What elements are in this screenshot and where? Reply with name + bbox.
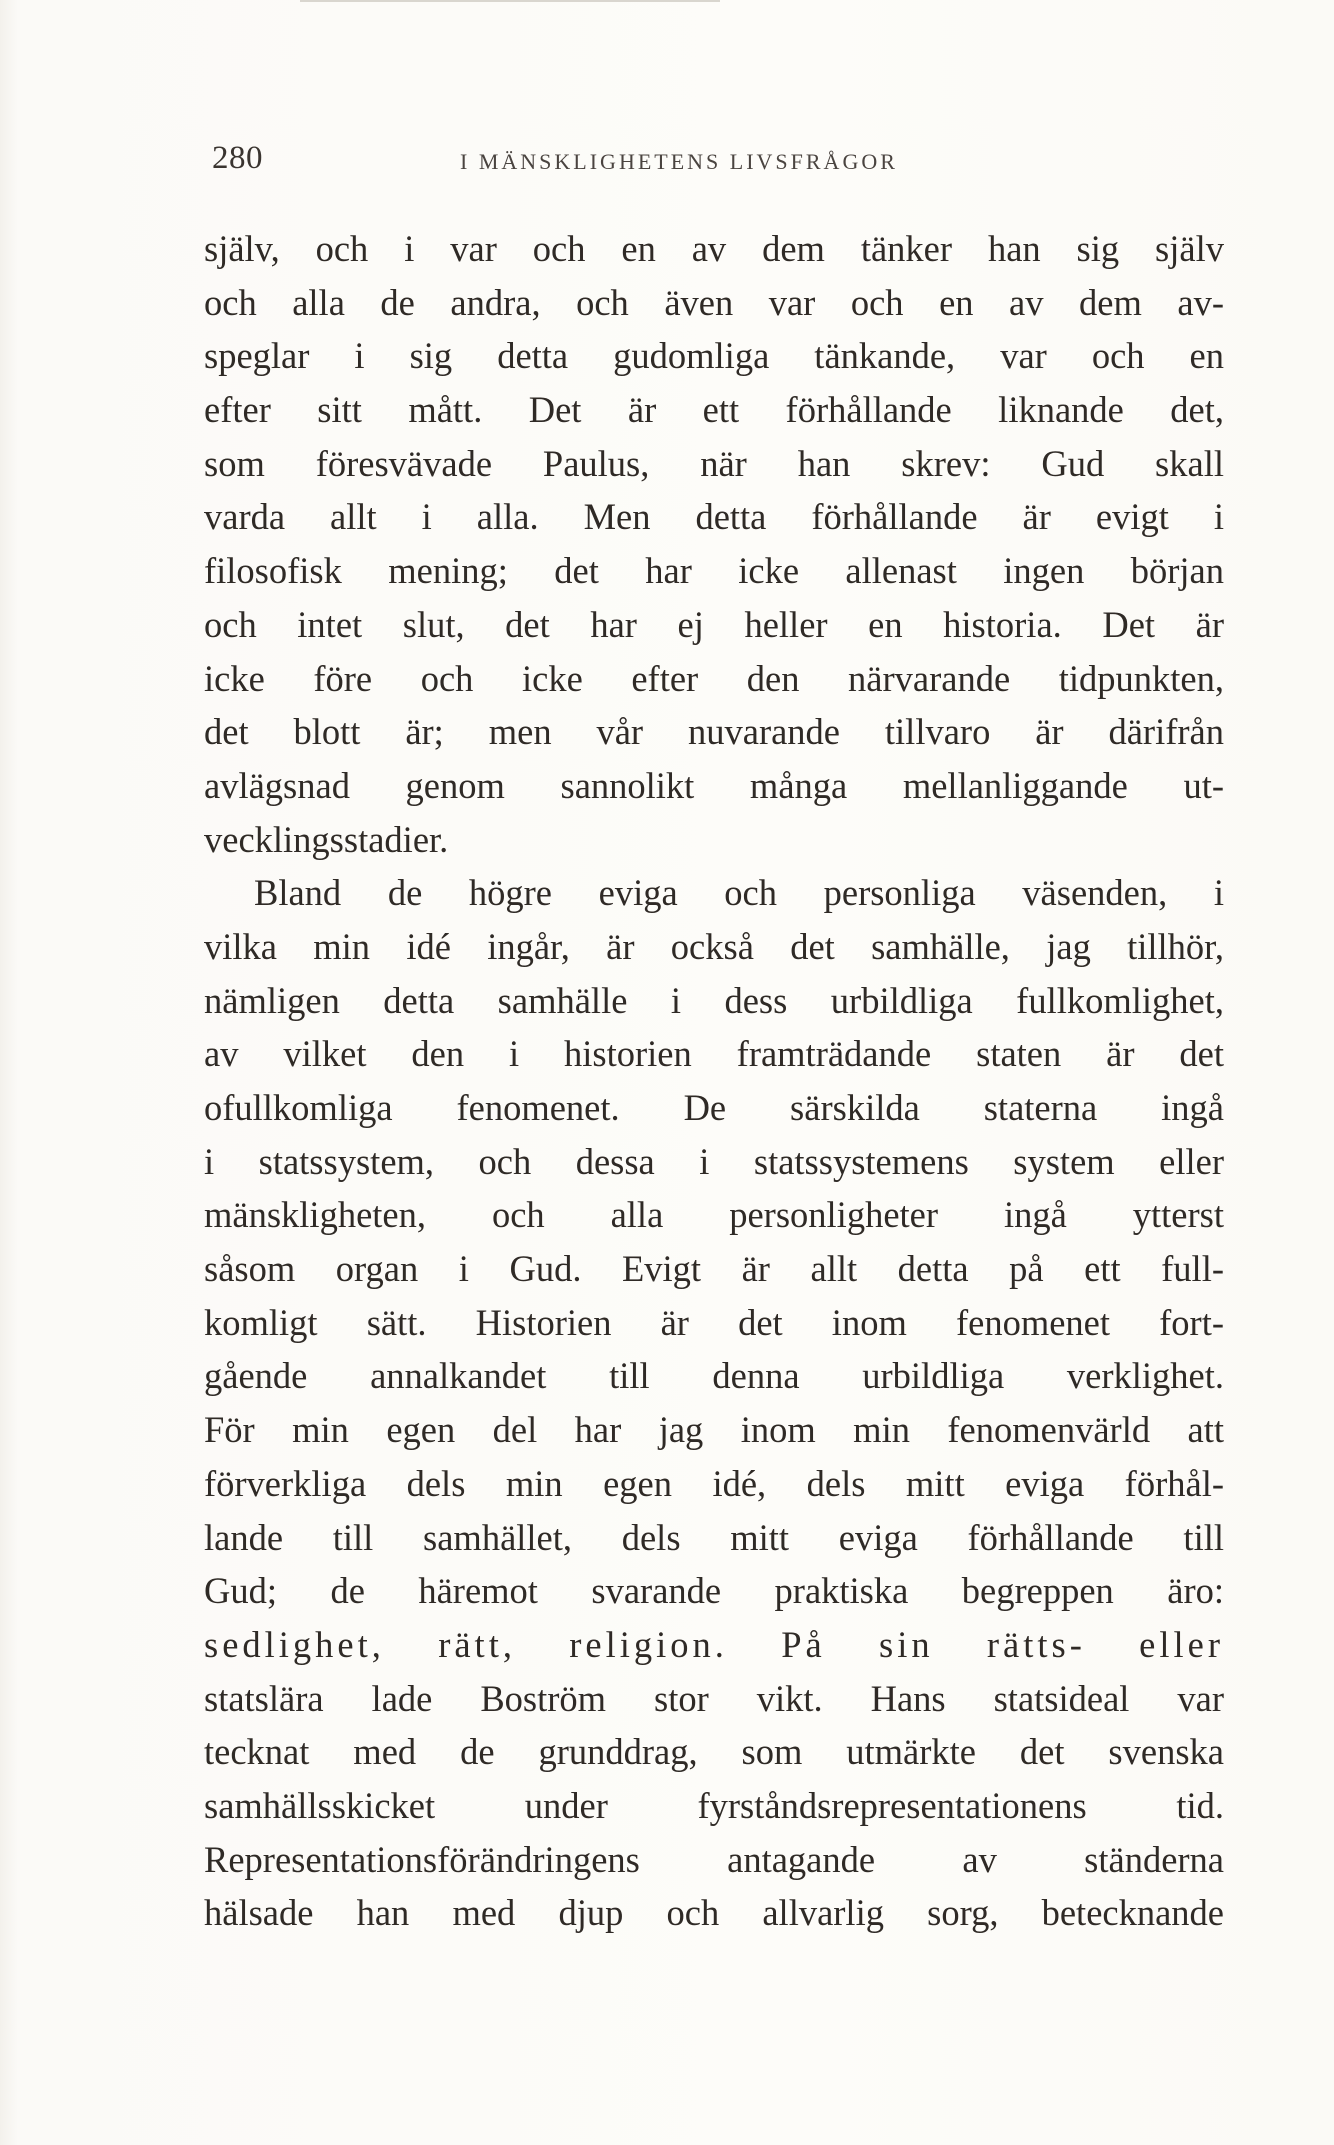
text-line: mänskligheten, och alla personligheter ingå ytterst xyxy=(204,1194,1224,1236)
text-line: gående annalkandet till denna urbildliga verklighet. xyxy=(204,1355,1224,1397)
text-line: icke före och icke efter den närvarande tidpunkten, xyxy=(204,657,1224,699)
text-line: komligt sätt. Historien är det inom fenomenet fort- xyxy=(204,1301,1224,1343)
body-text xyxy=(204,222,1224,1940)
text-line: och intet slut, det har ej heller en historia. Det är xyxy=(204,603,1224,645)
text-line: hälsade han med djup och allvarlig sorg, betecknande xyxy=(204,1892,1224,1934)
text-line: Representationsförändringens antagande av ständerna xyxy=(204,1838,1224,1880)
text-line: i statssystem, och dessa i statssystemens system eller xyxy=(204,1140,1224,1182)
text-line: avlägsnad genom sannolikt många mellanliggande ut- xyxy=(204,764,1224,806)
running-head xyxy=(212,140,1212,180)
text-line: filosofisk mening; det har icke allenast ingen början xyxy=(204,550,1224,592)
page-number: 280 xyxy=(212,140,263,176)
text-line: det blott är; men vår nuvarande tillvaro är därifrån xyxy=(204,711,1224,753)
text-line: nämligen detta samhälle i dess urbildliga fullkomlighet, xyxy=(204,979,1224,1021)
text-line: samhällsskicket under fyrståndsrepresentationens tid. xyxy=(204,1784,1224,1826)
page-edge-line xyxy=(300,0,720,2)
paragraph-start-line: Bland de högre eviga och personliga väsenden, i xyxy=(254,872,1224,914)
text-line: Gud; de häremot svarande praktiska begreppen äro: xyxy=(204,1570,1224,1612)
text-line: tecknat med de grunddrag, som utmärkte det svenska xyxy=(204,1731,1224,1773)
text-line: lande till samhället, dels mitt eviga förhållande till xyxy=(204,1516,1224,1558)
text-line: ofullkomliga fenomenet. De särskilda staterna ingå xyxy=(204,1087,1224,1128)
text-line: speglar i sig detta gudomliga tänkande, var och en xyxy=(204,335,1224,377)
text-line: statslära lade Boström stor vikt. Hans statsideal var xyxy=(204,1677,1224,1719)
text-line: förverkliga dels min egen idé, dels mitt eviga förhål- xyxy=(204,1462,1224,1504)
text-line: efter sitt mått. Det är ett förhållande liknande det, xyxy=(204,389,1224,431)
text-line: sedlighet, rätt, religion. På sin rätts- eller xyxy=(204,1623,1224,1665)
text-line: För min egen del har jag inom min fenomenvärld att xyxy=(204,1409,1224,1451)
text-line: och alla de andra, och även var och en av dem av- xyxy=(204,281,1224,323)
running-title: I MÄNSKLIGHETENS LIVSFRÅGOR xyxy=(460,149,898,174)
text-line: vilka min idé ingår, är också det samhälle, jag tillhör, xyxy=(204,925,1224,967)
text-line: som föresvävade Paulus, när han skrev: Gud skall xyxy=(204,442,1224,484)
text-line: varda allt i alla. Men detta förhållande är evigt i xyxy=(204,496,1224,538)
text-line: vecklingsstadier. xyxy=(204,818,449,860)
text-line: såsom organ i Gud. Evigt är allt detta på ett full- xyxy=(204,1248,1224,1290)
text-line: själv, och i var och en av dem tänker han sig själv xyxy=(204,228,1224,269)
text-line: av vilket den i historien framträdande staten är det xyxy=(204,1033,1224,1075)
